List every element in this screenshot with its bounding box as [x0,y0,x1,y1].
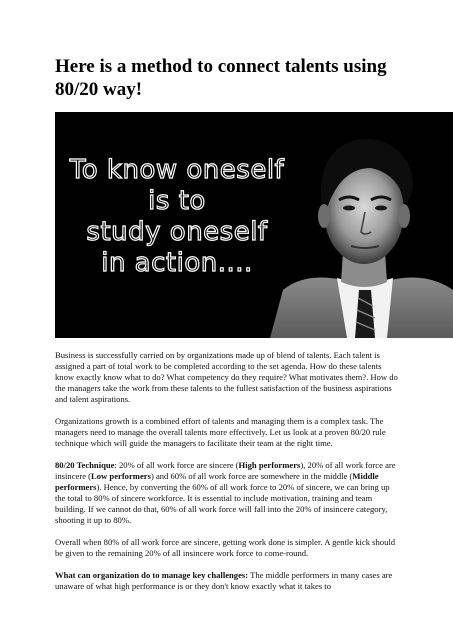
quote-overlay [62,155,292,279]
paragraph-text: ), 20% of all work force are insincere ( [55,460,396,481]
paragraph-text: The middle performers in many cases are unaware of what high performance is or they don't know exactly what it takes to [55,570,393,591]
paragraph-text: ). Hence, by converting the 60% of all work force to 20% of sincere, we can bring up the total to 80% of sincere workforce. It is essential to include motivation, training and team building. If we cannot do that, 60% of all work force will fall into the 20% of insincere category, shooting it up to 80%. [55,482,390,525]
high-performers-term: High performers [238,460,301,470]
quote-line: in action.... [101,248,253,278]
paragraph-overall: Overall when 80% of all work force are sincere, getting work done is simpler. A gentle kick should be given to the remaining 20% of all insincere work force to come-round. [55,537,396,558]
low-performers-term: Low performers [91,471,151,481]
paragraph-challenges [55,570,400,592]
article-body [55,350,400,603]
quote-line: is to [148,186,206,216]
page-title: Here is a method to connect talents using 80/20 way! [55,56,387,100]
quote-line: To know oneself [69,155,285,185]
paragraph-intro: Business is successfully carried on by organizations made up of blend of talents. Each talent is assigned a part of total work to be completed according to the set agenda. How do these talents know exactly know what to do? What competency do they require? What motivates them?. How do the managers take the work from these talents to the fullest satisfaction of the business aspirations and talent aspirations. [55,350,398,404]
quote-line: study oneself [86,217,268,247]
middle-performers-term: Middle performers [55,471,379,492]
paragraph-growth: Organizations growth is a combined effort of talents and managing them is a complex task. The managers need to manage the overall talents more effectively. Let us look at a proven 80/20 rule technique which will guide the managers to facilitate their team at the right time. [55,416,386,448]
paragraph-text: : 20% of all work force are sincere ( [114,460,239,470]
paragraph-text: ) and 60% of all work force are somewhere in the middle ( [150,471,353,481]
paragraph-technique [55,460,400,526]
technique-label: 80/20 Technique [55,460,115,470]
challenges-label: What can organization do to manage key challenges: [55,570,249,580]
